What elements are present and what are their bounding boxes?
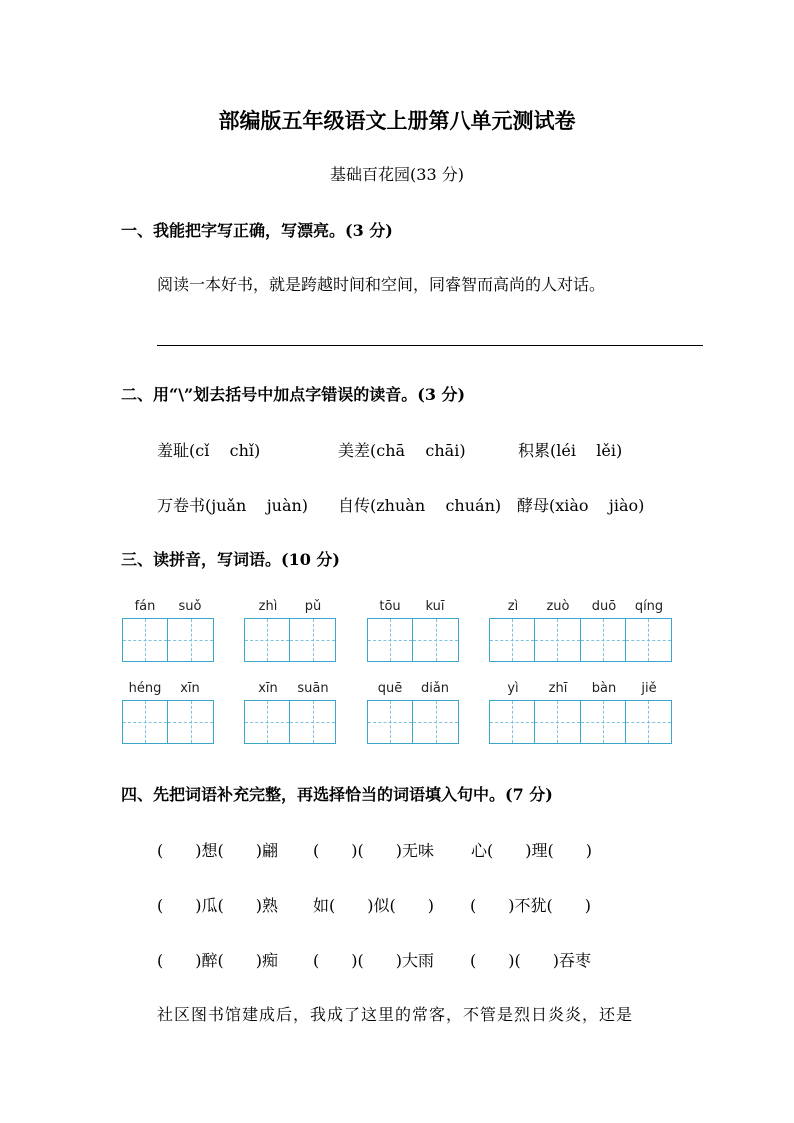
question-2-heading: 二、用“\”划去括号中加点字错误的读音。(3 分) <box>121 385 466 404</box>
idiom-fill-item[interactable]: ( )想( )翩 <box>157 841 278 860</box>
pinyin-label: diǎn <box>420 681 450 696</box>
idiom-fill-item[interactable]: ( )( )无味 <box>313 841 434 860</box>
idiom-fill-item[interactable]: ( )不犹( ) <box>470 896 591 915</box>
writing-grid[interactable] <box>489 700 672 744</box>
writing-grid[interactable] <box>367 700 459 744</box>
pinyin-label: bàn <box>591 681 617 696</box>
page-title: 部编版五年级语文上册第八单元测试卷 <box>218 108 576 133</box>
idiom-fill-item[interactable]: ( )( )吞枣 <box>470 951 591 970</box>
pronunciation-item: 美差(chā chāi) <box>338 441 466 460</box>
writing-grid[interactable] <box>122 700 214 744</box>
pinyin-label: pǔ <box>304 599 322 614</box>
pinyin-label: duō <box>591 599 617 614</box>
question-4-sentence: 社区图书馆建成后，我成了这里的常客，不管是烈日炎炎，还是 <box>157 1005 634 1024</box>
pinyin-label: quē <box>377 681 403 696</box>
section-subtitle: 基础百花园(33 分) <box>330 165 464 184</box>
idiom-fill-item[interactable]: 心( )理( ) <box>471 841 592 860</box>
pinyin-label: suǒ <box>178 599 202 614</box>
writing-grid[interactable] <box>244 700 336 744</box>
pronunciation-item: 自传(zhuàn chuán) <box>338 496 502 515</box>
pinyin-label: fán <box>134 599 156 614</box>
writing-grid[interactable] <box>367 618 459 662</box>
idiom-fill-item[interactable]: ( )瓜( )熟 <box>157 896 278 915</box>
pinyin-label: xīn <box>258 681 278 696</box>
question-4-heading: 四、先把词语补充完整，再选择恰当的词语填入句中。(7 分) <box>121 785 553 804</box>
pinyin-label: qíng <box>634 599 664 614</box>
question-3-heading: 三、读拼音，写词语。(10 分) <box>121 550 340 569</box>
pronunciation-item: 万卷书(juǎn juàn) <box>157 496 309 515</box>
question-1-heading: 一、我能把字写正确，写漂亮。(3 分) <box>121 221 393 240</box>
writing-grid[interactable] <box>122 618 214 662</box>
idiom-fill-item[interactable]: 如( )似( ) <box>313 896 434 915</box>
pinyin-label: zì <box>507 599 519 614</box>
pinyin-label: jiě <box>641 681 657 696</box>
pronunciation-item: 酵母(xiào jiào) <box>517 496 645 515</box>
pinyin-label: zuò <box>546 599 570 614</box>
pinyin-label: yì <box>507 681 519 696</box>
pinyin-label: kuī <box>425 599 445 614</box>
pinyin-label: héng <box>128 681 162 696</box>
writing-grid[interactable] <box>489 618 672 662</box>
pronunciation-item: 羞耻(cǐ chǐ) <box>157 441 261 460</box>
pinyin-label: tōu <box>379 599 401 614</box>
question-1-sentence: 阅读一本好书，就是跨越时间和空间，同睿智而高尚的人对话。 <box>157 275 606 294</box>
idiom-fill-item[interactable]: ( )醉( )痴 <box>157 951 278 970</box>
pinyin-label: xīn <box>180 681 200 696</box>
pinyin-label: zhī <box>548 681 568 696</box>
pronunciation-item: 积累(léi lěi) <box>518 441 623 460</box>
pinyin-label: zhì <box>258 599 278 614</box>
writing-grid[interactable] <box>244 618 336 662</box>
idiom-fill-item[interactable]: ( )( )大雨 <box>313 951 434 970</box>
answer-line <box>157 345 703 346</box>
pinyin-label: suān <box>297 681 329 696</box>
